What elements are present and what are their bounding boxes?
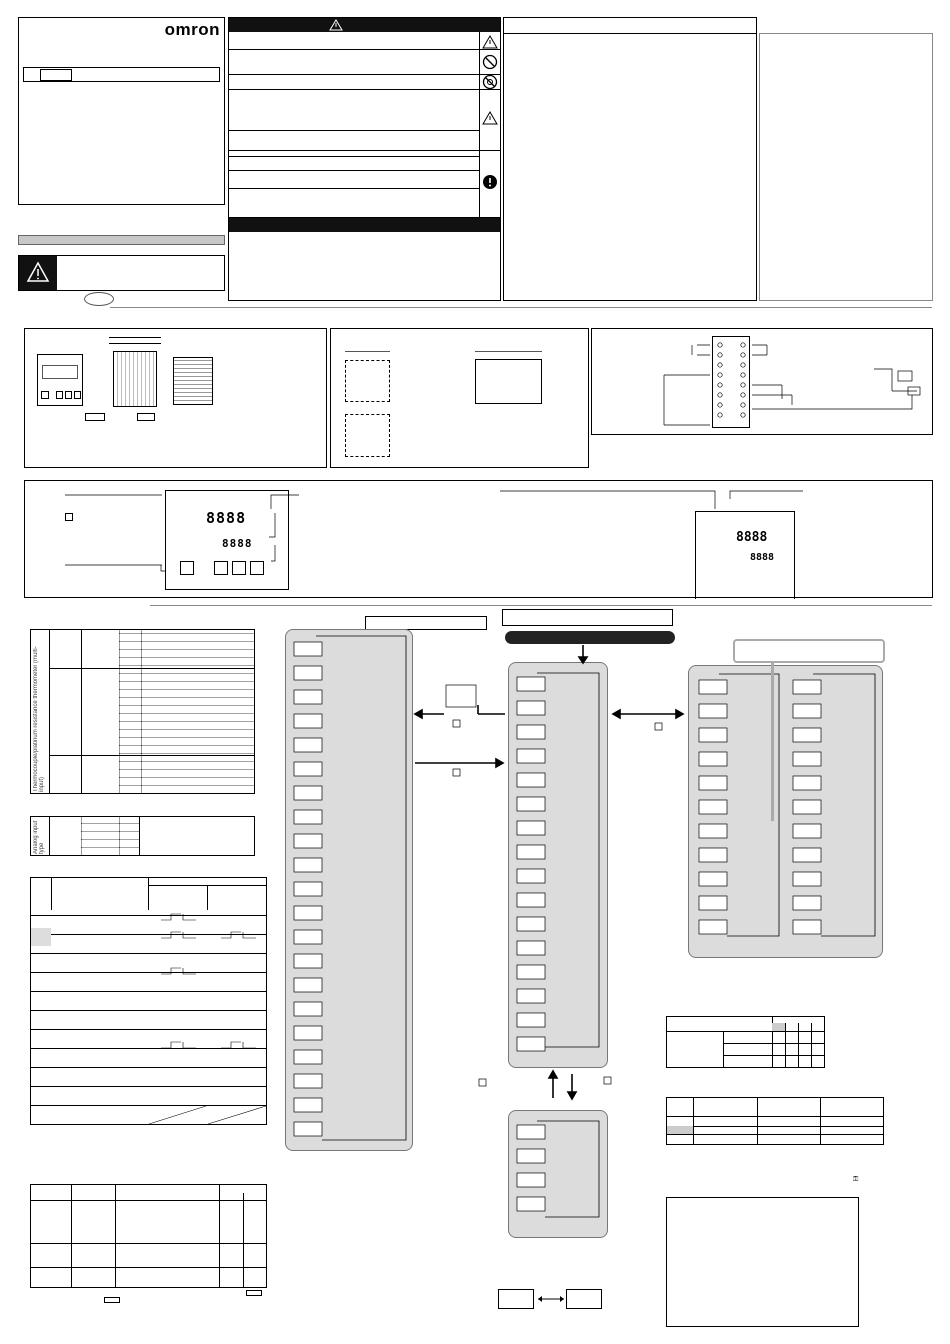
normal-display-box: [498, 1289, 534, 1309]
key-icon: ⚿: [853, 1176, 859, 1183]
controller-front-small: 8888 8888: [695, 511, 795, 599]
pv-display: 8888: [206, 509, 247, 527]
notes-box: [666, 1197, 859, 1327]
sv-display: 8888: [222, 537, 253, 550]
output-table: [666, 1097, 884, 1145]
input-type-side-label: Thermocouple/platinum resistance thermometer (multi-input): [33, 646, 45, 792]
blinking-display-box: [566, 1289, 602, 1309]
setting-matrix-table: [666, 1016, 825, 1068]
double-arrow-icon: [536, 1294, 566, 1304]
omron-logo: omron: [164, 20, 220, 39]
key-legend: [853, 1176, 858, 1184]
analog-side-label: Analog input type: [33, 820, 45, 854]
